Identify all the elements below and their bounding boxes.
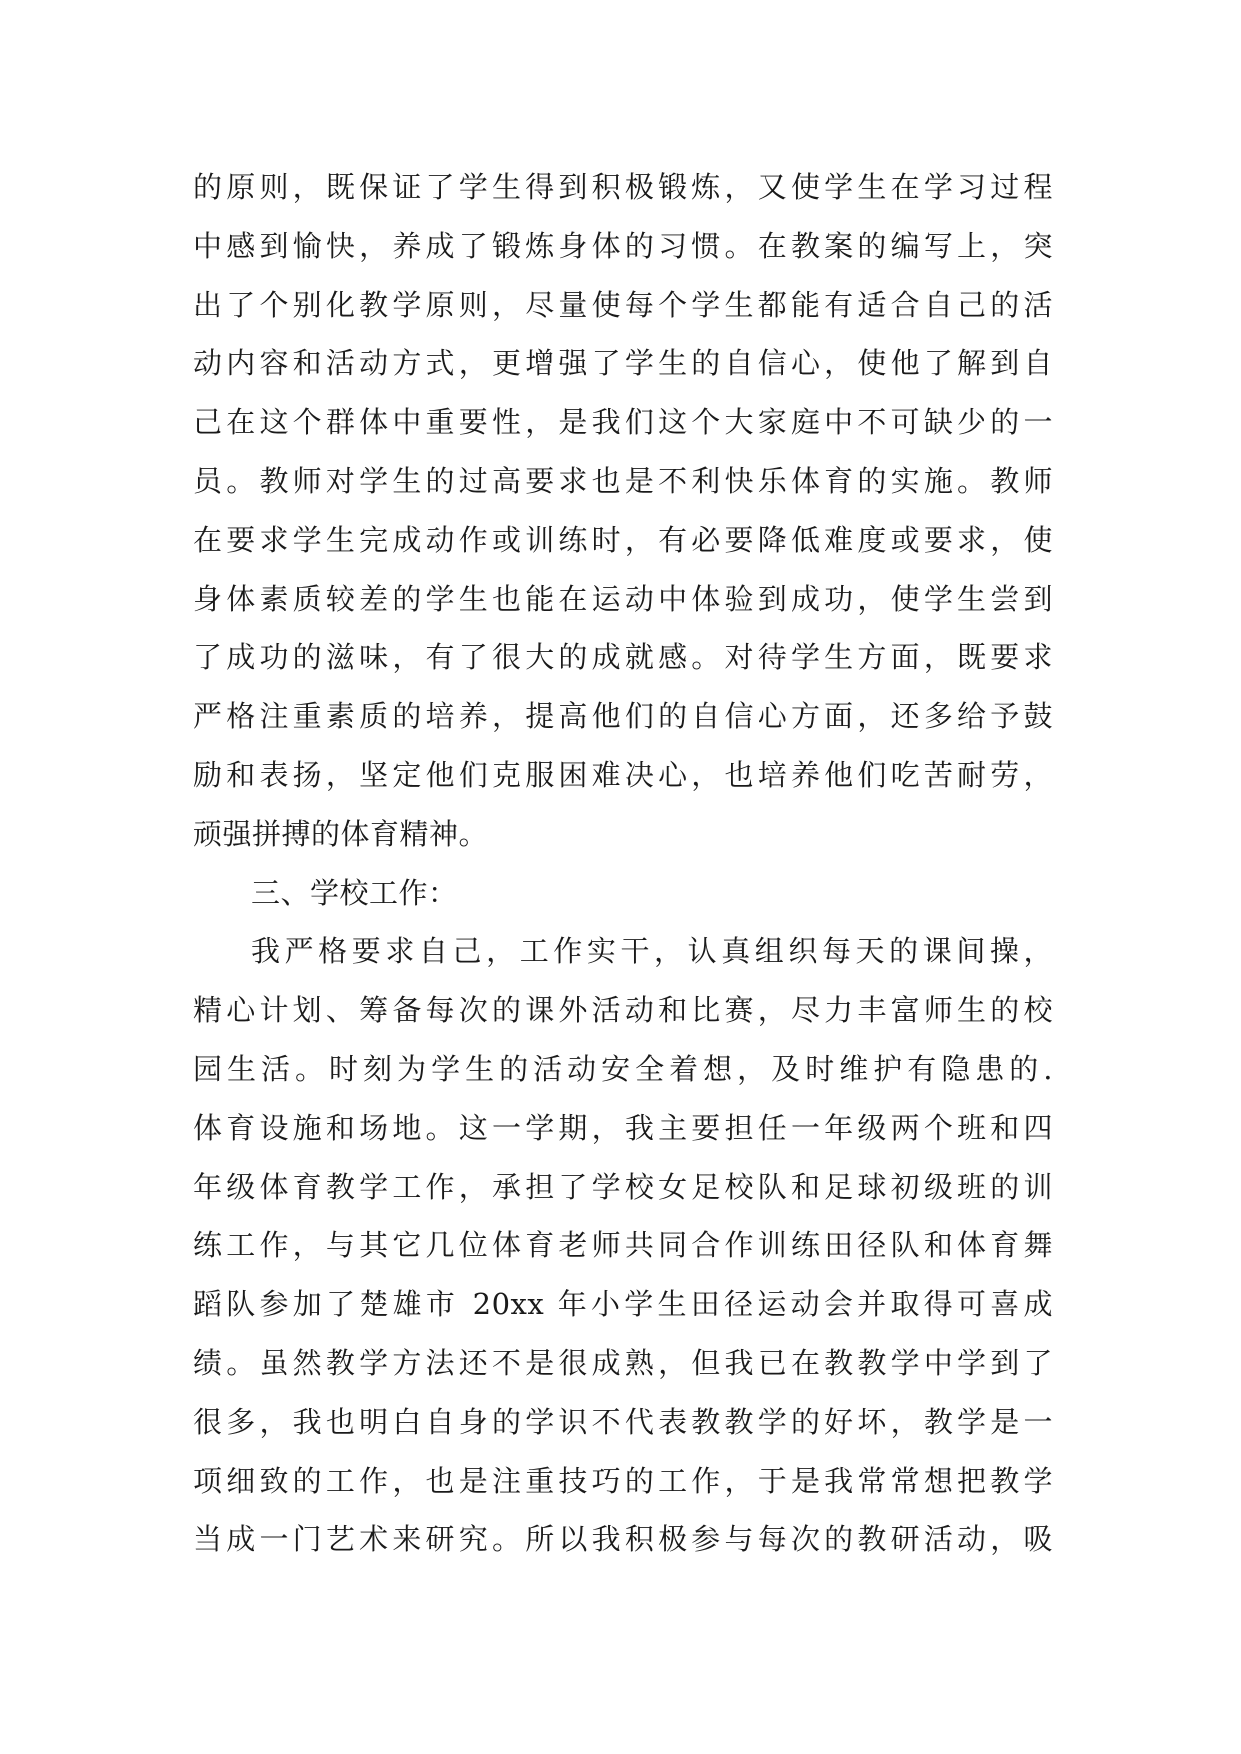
text-line: 体育设施和场地。这一学期，我主要担任一年级两个班和四 [193,1110,1053,1145]
text-line: 在要求学生完成动作或训练时，有必要降低难度或要求，使 [193,522,1053,557]
text-line: 了成功的滋味，有了很大的成就感。对待学生方面，既要求 [193,640,1053,675]
text-line: 很多，我也明白自身的学识不代表教教学的好坏，教学是一 [193,1404,1053,1439]
text-line: 己在这个群体中重要性，是我们这个大家庭中不可缺少的一 [193,405,1053,440]
section-heading: 三、学校工作： [251,875,458,910]
text-line: 出了个别化教学原则，尽量使每个学生都能有适合自己的活 [193,287,1053,322]
text-line: 员。教师对学生的过高要求也是不利快乐体育的实施。教师 [193,463,1053,498]
text-line: 园生活。时刻为学生的活动安全着想，及时维护有隐患的. [193,1051,1053,1086]
text-line: 身体素质较差的学生也能在运动中体验到成功，使学生尝到 [193,581,1053,616]
text-line: 中感到愉快，养成了锻炼身体的习惯。在教案的编写上，突 [193,228,1053,263]
paragraph-first-line: 我严格要求自己，工作实干，认真组织每天的课间操， [251,934,1053,969]
paragraph-end-line: 顽强拼搏的体育精神。 [193,816,489,851]
text-line: 的原则，既保证了学生得到积极锻炼，又使学生在学习过程 [193,170,1053,204]
text-line: 年级体育教学工作，承担了学校女足校队和足球初级班的训 [193,1169,1053,1204]
text-line: 动内容和活动方式，更增强了学生的自信心，使他了解到自 [193,346,1053,381]
text-line: 蹈队参加了楚雄市 20xx 年小学生田径运动会并取得可喜成 [193,1287,1053,1322]
text-line: 精心计划、筹备每次的课外活动和比赛，尽力丰富师生的校 [193,993,1053,1028]
text-line: 严格注重素质的培养，提高他们的自信心方面，还多给予鼓 [193,699,1053,734]
text-line: 绩。虽然教学方法还不是很成熟，但我已在教教学中学到了 [193,1345,1053,1380]
text-line: 励和表扬，坚定他们克服困难决心，也培养他们吃苦耐劳， [193,757,1053,792]
text-line: 项细致的工作，也是注重技巧的工作，于是我常常想把教学 [193,1463,1053,1498]
text-line: 练工作，与其它几位体育老师共同合作训练田径队和体育舞 [193,1228,1053,1263]
document-body [193,158,1053,1569]
text-line: 当成一门艺术来研究。所以我积极参与每次的教研活动，吸 [193,1522,1053,1557]
